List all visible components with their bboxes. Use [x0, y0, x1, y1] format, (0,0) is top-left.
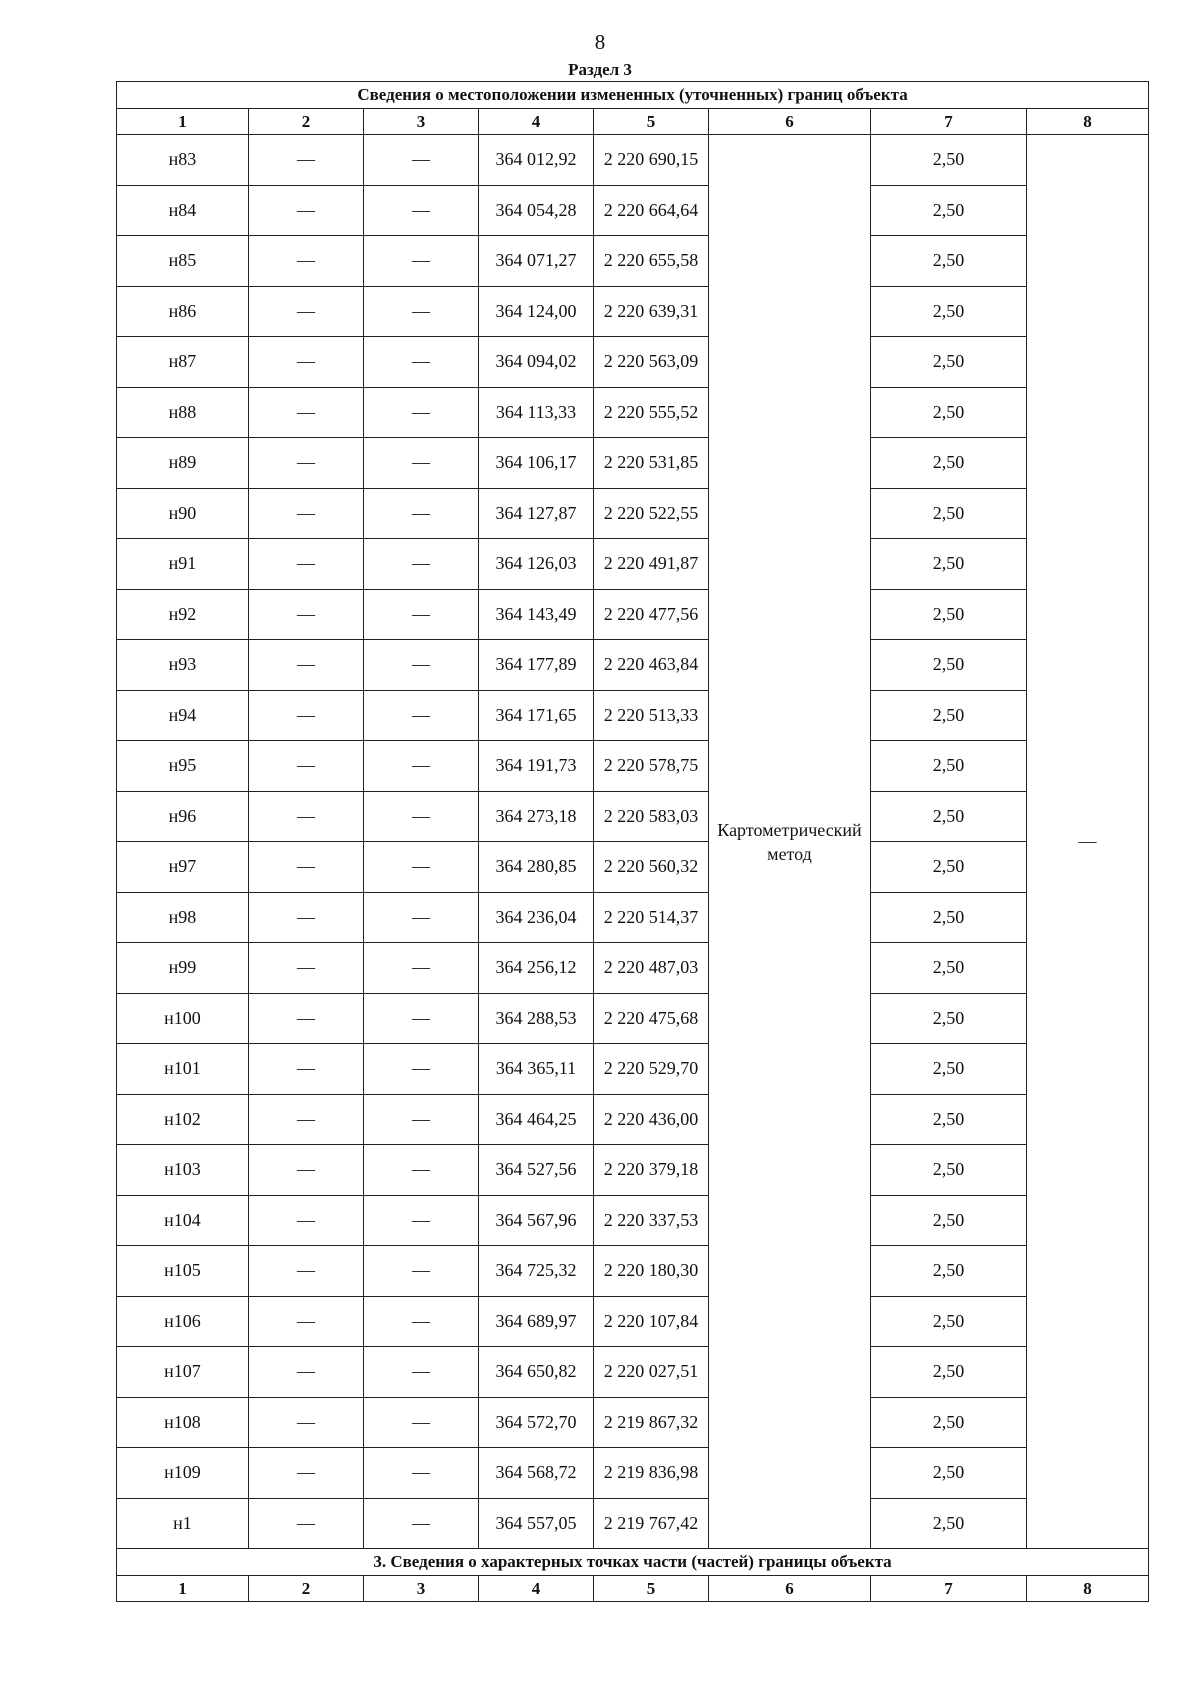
point-name: н109 — [117, 1448, 249, 1499]
point-name: н92 — [117, 589, 249, 640]
col3-cell: — — [364, 1044, 479, 1095]
boundary-points-table — [116, 81, 1149, 1602]
col2-cell: — — [249, 993, 364, 1044]
col2-cell: — — [249, 1397, 364, 1448]
subsection-title: 3. Сведения о характерных точках части (частей) границы объекта — [117, 1549, 1149, 1576]
col3-cell: — — [364, 842, 479, 893]
table-row — [117, 1195, 1149, 1246]
column-number-8: 8 — [1027, 109, 1149, 135]
col3-cell: — — [364, 1397, 479, 1448]
table-row — [117, 438, 1149, 489]
col8-cell: — — [1027, 135, 1149, 1549]
x-coordinate: 364 725,32 — [479, 1246, 594, 1297]
x-coordinate: 364 054,28 — [479, 185, 594, 236]
accuracy-value: 2,50 — [871, 1246, 1027, 1297]
col3-cell: — — [364, 236, 479, 287]
y-coordinate: 2 219 767,42 — [594, 1498, 709, 1549]
accuracy-value: 2,50 — [871, 1498, 1027, 1549]
col3-cell: — — [364, 286, 479, 337]
table-row — [117, 286, 1149, 337]
accuracy-value: 2,50 — [871, 387, 1027, 438]
y-coordinate: 2 220 522,55 — [594, 488, 709, 539]
y-coordinate: 2 220 578,75 — [594, 741, 709, 792]
x-coordinate: 364 572,70 — [479, 1397, 594, 1448]
y-coordinate: 2 220 529,70 — [594, 1044, 709, 1095]
accuracy-value: 2,50 — [871, 1094, 1027, 1145]
point-name: н90 — [117, 488, 249, 539]
col2-cell: — — [249, 438, 364, 489]
column-number-8: 8 — [1027, 1576, 1149, 1602]
column-number-7: 7 — [871, 109, 1027, 135]
y-coordinate: 2 220 379,18 — [594, 1145, 709, 1196]
accuracy-value: 2,50 — [871, 1195, 1027, 1246]
x-coordinate: 364 568,72 — [479, 1448, 594, 1499]
point-name: н83 — [117, 135, 249, 186]
y-coordinate: 2 220 690,15 — [594, 135, 709, 186]
col2-cell: — — [249, 1145, 364, 1196]
table-row — [117, 589, 1149, 640]
accuracy-value: 2,50 — [871, 993, 1027, 1044]
y-coordinate: 2 220 436,00 — [594, 1094, 709, 1145]
table-row — [117, 1145, 1149, 1196]
col2-cell: — — [249, 1448, 364, 1499]
table-row — [117, 791, 1149, 842]
accuracy-value: 2,50 — [871, 236, 1027, 287]
accuracy-value: 2,50 — [871, 1347, 1027, 1398]
col2-cell: — — [249, 236, 364, 287]
method-cell: Картометрический метод — [709, 135, 871, 1549]
table-row — [117, 1498, 1149, 1549]
point-name: н96 — [117, 791, 249, 842]
col2-cell: — — [249, 842, 364, 893]
table-row — [117, 741, 1149, 792]
column-number-3: 3 — [364, 109, 479, 135]
accuracy-value: 2,50 — [871, 286, 1027, 337]
y-coordinate: 2 220 639,31 — [594, 286, 709, 337]
x-coordinate: 364 280,85 — [479, 842, 594, 893]
y-coordinate: 2 220 107,84 — [594, 1296, 709, 1347]
y-coordinate: 2 220 180,30 — [594, 1246, 709, 1297]
x-coordinate: 364 365,11 — [479, 1044, 594, 1095]
col3-cell: — — [364, 1347, 479, 1398]
accuracy-value: 2,50 — [871, 892, 1027, 943]
table-title: Сведения о местоположении измененных (уточненных) границ объекта — [117, 82, 1149, 109]
accuracy-value: 2,50 — [871, 337, 1027, 388]
point-name: н87 — [117, 337, 249, 388]
point-name: н98 — [117, 892, 249, 943]
accuracy-value: 2,50 — [871, 1044, 1027, 1095]
col2-cell: — — [249, 892, 364, 943]
col2-cell: — — [249, 791, 364, 842]
y-coordinate: 2 220 563,09 — [594, 337, 709, 388]
col2-cell: — — [249, 741, 364, 792]
col3-cell: — — [364, 135, 479, 186]
col3-cell: — — [364, 438, 479, 489]
column-number-1: 1 — [117, 109, 249, 135]
accuracy-value: 2,50 — [871, 842, 1027, 893]
x-coordinate: 364 288,53 — [479, 993, 594, 1044]
col2-cell: — — [249, 539, 364, 590]
point-name: н94 — [117, 690, 249, 741]
point-name: н104 — [117, 1195, 249, 1246]
column-number-4: 4 — [479, 1576, 594, 1602]
point-name: н101 — [117, 1044, 249, 1095]
table-row — [117, 993, 1149, 1044]
table-row — [117, 640, 1149, 691]
table-row — [117, 539, 1149, 590]
y-coordinate: 2 220 491,87 — [594, 539, 709, 590]
col2-cell: — — [249, 943, 364, 994]
y-coordinate: 2 220 027,51 — [594, 1347, 709, 1398]
table-row — [117, 943, 1149, 994]
accuracy-value: 2,50 — [871, 640, 1027, 691]
accuracy-value: 2,50 — [871, 1397, 1027, 1448]
col3-cell: — — [364, 1296, 479, 1347]
y-coordinate: 2 220 477,56 — [594, 589, 709, 640]
table-row — [117, 1448, 1149, 1499]
point-name: н91 — [117, 539, 249, 590]
table-row — [117, 185, 1149, 236]
y-coordinate: 2 220 475,68 — [594, 993, 709, 1044]
point-name: н106 — [117, 1296, 249, 1347]
accuracy-value: 2,50 — [871, 135, 1027, 186]
column-number-6: 6 — [709, 1576, 871, 1602]
col3-cell: — — [364, 337, 479, 388]
column-number-2: 2 — [249, 1576, 364, 1602]
point-name: н89 — [117, 438, 249, 489]
x-coordinate: 364 273,18 — [479, 791, 594, 842]
col3-cell: — — [364, 589, 479, 640]
col2-cell: — — [249, 589, 364, 640]
point-name: н97 — [117, 842, 249, 893]
col3-cell: — — [364, 539, 479, 590]
x-coordinate: 364 650,82 — [479, 1347, 594, 1398]
accuracy-value: 2,50 — [871, 1448, 1027, 1499]
accuracy-value: 2,50 — [871, 1145, 1027, 1196]
col3-cell: — — [364, 1145, 479, 1196]
table-row — [117, 1044, 1149, 1095]
point-name: н105 — [117, 1246, 249, 1297]
col3-cell: — — [364, 791, 479, 842]
y-coordinate: 2 220 664,64 — [594, 185, 709, 236]
column-number-6: 6 — [709, 109, 871, 135]
col2-cell: — — [249, 135, 364, 186]
col3-cell: — — [364, 892, 479, 943]
subsection-column-number-row — [117, 1576, 1149, 1602]
point-name: н84 — [117, 185, 249, 236]
col2-cell: — — [249, 286, 364, 337]
col3-cell: — — [364, 741, 479, 792]
x-coordinate: 364 464,25 — [479, 1094, 594, 1145]
x-coordinate: 364 171,65 — [479, 690, 594, 741]
x-coordinate: 364 012,92 — [479, 135, 594, 186]
x-coordinate: 364 071,27 — [479, 236, 594, 287]
table-row — [117, 337, 1149, 388]
accuracy-value: 2,50 — [871, 943, 1027, 994]
col2-cell: — — [249, 1498, 364, 1549]
x-coordinate: 364 256,12 — [479, 943, 594, 994]
table-row — [117, 1296, 1149, 1347]
table-row — [117, 842, 1149, 893]
x-coordinate: 364 094,02 — [479, 337, 594, 388]
column-number-7: 7 — [871, 1576, 1027, 1602]
page-number: 8 — [594, 30, 606, 54]
x-coordinate: 364 124,00 — [479, 286, 594, 337]
point-name: н102 — [117, 1094, 249, 1145]
table-row — [117, 135, 1149, 186]
point-name: н103 — [117, 1145, 249, 1196]
table-row — [117, 892, 1149, 943]
col2-cell: — — [249, 387, 364, 438]
table-row — [117, 1347, 1149, 1398]
col3-cell: — — [364, 1498, 479, 1549]
col3-cell: — — [364, 1448, 479, 1499]
x-coordinate: 364 527,56 — [479, 1145, 594, 1196]
x-coordinate: 364 236,04 — [479, 892, 594, 943]
table-row — [117, 1094, 1149, 1145]
col2-cell: — — [249, 1347, 364, 1398]
x-coordinate: 364 567,96 — [479, 1195, 594, 1246]
col3-cell: — — [364, 1094, 479, 1145]
col2-cell: — — [249, 185, 364, 236]
col2-cell: — — [249, 690, 364, 741]
column-number-5: 5 — [594, 1576, 709, 1602]
x-coordinate: 364 143,49 — [479, 589, 594, 640]
accuracy-value: 2,50 — [871, 539, 1027, 590]
col2-cell: — — [249, 1044, 364, 1095]
x-coordinate: 364 557,05 — [479, 1498, 594, 1549]
point-name: н1 — [117, 1498, 249, 1549]
column-number-row — [117, 109, 1149, 135]
point-name: н108 — [117, 1397, 249, 1448]
col2-cell: — — [249, 1094, 364, 1145]
y-coordinate: 2 219 836,98 — [594, 1448, 709, 1499]
col2-cell: — — [249, 488, 364, 539]
x-coordinate: 364 689,97 — [479, 1296, 594, 1347]
point-name: н99 — [117, 943, 249, 994]
col3-cell: — — [364, 943, 479, 994]
table-row — [117, 1246, 1149, 1297]
point-name: н88 — [117, 387, 249, 438]
y-coordinate: 2 220 337,53 — [594, 1195, 709, 1246]
accuracy-value: 2,50 — [871, 438, 1027, 489]
column-number-4: 4 — [479, 109, 594, 135]
y-coordinate: 2 220 513,33 — [594, 690, 709, 741]
point-name: н93 — [117, 640, 249, 691]
col2-cell: — — [249, 1296, 364, 1347]
y-coordinate: 2 220 655,58 — [594, 236, 709, 287]
y-coordinate: 2 220 583,03 — [594, 791, 709, 842]
point-name: н95 — [117, 741, 249, 792]
y-coordinate: 2 220 531,85 — [594, 438, 709, 489]
x-coordinate: 364 106,17 — [479, 438, 594, 489]
col3-cell: — — [364, 488, 479, 539]
col2-cell: — — [249, 640, 364, 691]
table-row — [117, 1397, 1149, 1448]
col3-cell: — — [364, 690, 479, 741]
col3-cell: — — [364, 640, 479, 691]
column-number-5: 5 — [594, 109, 709, 135]
table-row — [117, 236, 1149, 287]
point-name: н86 — [117, 286, 249, 337]
column-number-2: 2 — [249, 109, 364, 135]
y-coordinate: 2 220 487,03 — [594, 943, 709, 994]
y-coordinate: 2 220 463,84 — [594, 640, 709, 691]
section-label: Раздел 3 — [568, 60, 632, 79]
y-coordinate: 2 219 867,32 — [594, 1397, 709, 1448]
col2-cell: — — [249, 1195, 364, 1246]
x-coordinate: 364 126,03 — [479, 539, 594, 590]
col3-cell: — — [364, 1246, 479, 1297]
table-row — [117, 690, 1149, 741]
x-coordinate: 364 127,87 — [479, 488, 594, 539]
col3-cell: — — [364, 387, 479, 438]
accuracy-value: 2,50 — [871, 741, 1027, 792]
accuracy-value: 2,50 — [871, 1296, 1027, 1347]
col2-cell: — — [249, 1246, 364, 1297]
accuracy-value: 2,50 — [871, 791, 1027, 842]
col2-cell: — — [249, 337, 364, 388]
point-name: н107 — [117, 1347, 249, 1398]
col3-cell: — — [364, 185, 479, 236]
column-number-1: 1 — [117, 1576, 249, 1602]
x-coordinate: 364 177,89 — [479, 640, 594, 691]
accuracy-value: 2,50 — [871, 488, 1027, 539]
col3-cell: — — [364, 993, 479, 1044]
column-number-3: 3 — [364, 1576, 479, 1602]
point-name: н85 — [117, 236, 249, 287]
x-coordinate: 364 191,73 — [479, 741, 594, 792]
accuracy-value: 2,50 — [871, 690, 1027, 741]
accuracy-value: 2,50 — [871, 185, 1027, 236]
x-coordinate: 364 113,33 — [479, 387, 594, 438]
col3-cell: — — [364, 1195, 479, 1246]
table-row — [117, 387, 1149, 438]
accuracy-value: 2,50 — [871, 589, 1027, 640]
y-coordinate: 2 220 560,32 — [594, 842, 709, 893]
y-coordinate: 2 220 514,37 — [594, 892, 709, 943]
y-coordinate: 2 220 555,52 — [594, 387, 709, 438]
point-name: н100 — [117, 993, 249, 1044]
table-row — [117, 488, 1149, 539]
